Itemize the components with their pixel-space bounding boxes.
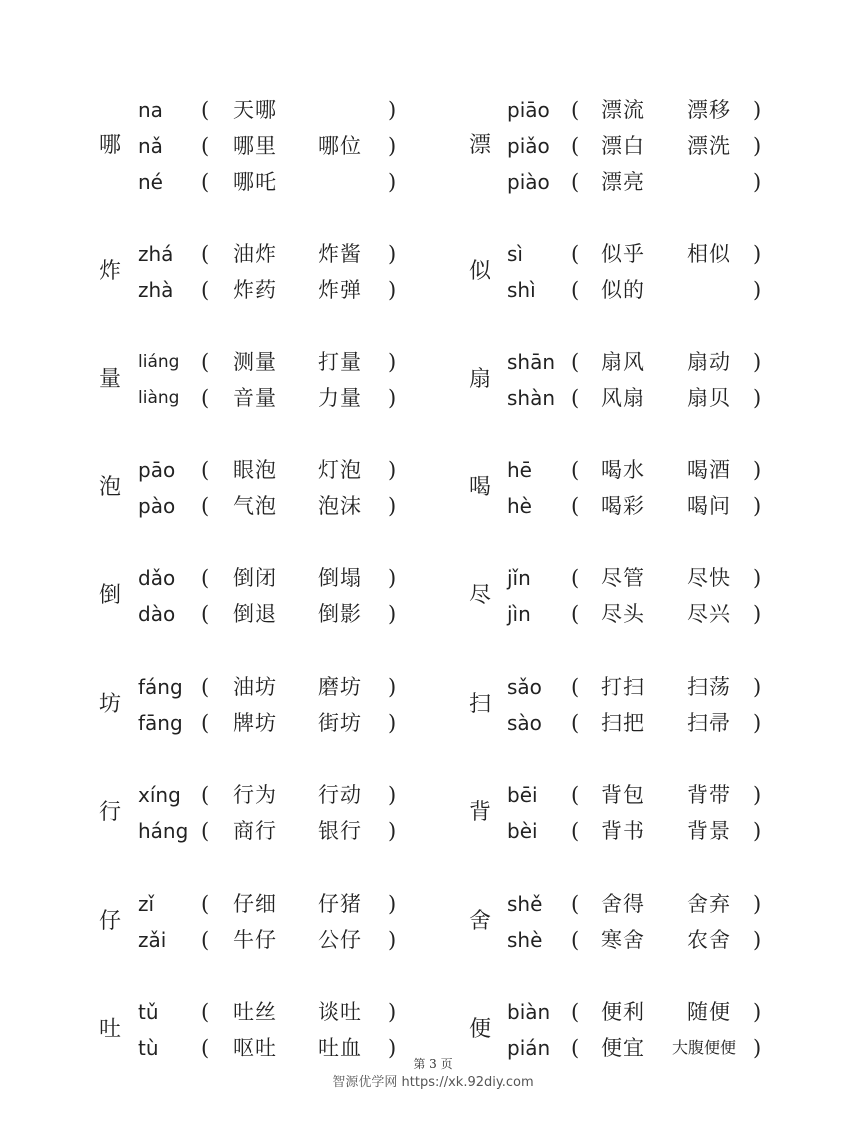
polyphone-group [433,669,866,741]
open-paren: ( [201,458,210,482]
right-column [433,0,866,1060]
example-word: 尽头 [601,602,645,626]
polyphone-group [0,560,433,632]
polyphone-character: 尽 [469,583,492,608]
example-word: 眼泡 [233,458,277,482]
example-word: 大腹便便 [672,1038,737,1057]
example-word: 街坊 [318,711,362,735]
example-word: 行动 [318,783,362,807]
reading-row [433,164,866,200]
open-paren: ( [571,134,580,158]
example-word: 打扫 [601,675,645,699]
example-word: 寒舍 [601,928,645,952]
close-paren: ) [388,892,397,916]
reading-row [0,886,433,922]
example-word: 喝水 [601,458,645,482]
pinyin: sào [507,711,542,735]
close-paren: ) [388,1000,397,1024]
example-word: 尽兴 [687,602,731,626]
open-paren: ( [201,1036,210,1060]
example-word: 漂洗 [687,134,731,158]
open-paren: ( [571,98,580,122]
close-paren: ) [388,566,397,590]
example-word: 气泡 [233,494,277,518]
polyphone-character: 喝 [469,475,492,500]
example-word: 银行 [318,819,362,843]
reading-row [433,236,866,272]
reading-row [433,344,866,380]
open-paren: ( [571,458,580,482]
polyphone-character: 仔 [99,909,122,934]
example-word: 扫帚 [687,711,731,735]
polyphone-character: 炸 [99,259,122,284]
example-word: 炸药 [233,278,277,302]
example-word: 背带 [687,783,731,807]
example-word: 吐丝 [233,1000,277,1024]
example-word: 便利 [601,1000,645,1024]
close-paren: ) [388,602,397,626]
example-word: 舍得 [601,892,645,916]
pinyin: pián [507,1036,551,1060]
close-paren: ) [388,386,397,410]
pinyin: jǐn [507,566,531,590]
pinyin: shān [507,350,556,374]
open-paren: ( [571,819,580,843]
close-paren: ) [753,134,762,158]
close-paren: ) [753,386,762,410]
pinyin: biàn [507,1000,551,1024]
example-word: 喝彩 [601,494,645,518]
open-paren: ( [571,278,580,302]
open-paren: ( [571,242,580,266]
open-paren: ( [571,711,580,735]
example-word: 喝酒 [687,458,731,482]
open-paren: ( [201,711,210,735]
close-paren: ) [388,242,397,266]
pinyin: piāo [507,98,550,122]
example-word: 背景 [687,819,731,843]
reading-row [433,560,866,596]
close-paren: ) [753,170,762,194]
example-word: 力量 [318,386,362,410]
pinyin: xíng [138,783,181,807]
reading-row [0,705,433,741]
reading-row [433,596,866,632]
pinyin: piào [507,170,550,194]
example-word: 漂流 [601,98,645,122]
polyphone-group [0,452,433,524]
pinyin: na [138,98,163,122]
open-paren: ( [201,783,210,807]
pinyin: háng [138,819,189,843]
example-word: 随便 [687,1000,731,1024]
pinyin: fāng [138,711,183,735]
reading-row [433,488,866,524]
reading-row [433,92,866,128]
polyphone-character: 量 [99,367,122,392]
example-word: 尽管 [601,566,645,590]
close-paren: ) [753,711,762,735]
open-paren: ( [571,494,580,518]
close-paren: ) [388,928,397,952]
example-word: 油炸 [233,242,277,266]
pinyin: pāo [138,458,176,482]
open-paren: ( [201,675,210,699]
close-paren: ) [753,278,762,302]
reading-row [0,344,433,380]
example-word: 扫把 [601,711,645,735]
open-paren: ( [571,928,580,952]
pinyin: zhá [138,242,174,266]
pinyin: zǐ [138,892,155,916]
example-word: 扇动 [687,350,731,374]
reading-row [433,380,866,416]
pinyin: zhà [138,278,174,302]
reading-row [0,236,433,272]
example-word: 倒闭 [233,566,277,590]
example-word: 尽快 [687,566,731,590]
open-paren: ( [571,892,580,916]
reading-row [433,922,866,958]
close-paren: ) [753,350,762,374]
example-word: 商行 [233,819,277,843]
pinyin: shè [507,928,543,952]
example-word: 喝问 [687,494,731,518]
reading-row [0,128,433,164]
example-word: 扇贝 [687,386,731,410]
polyphone-group [0,777,433,849]
pinyin: nǎ [138,134,163,158]
example-word: 测量 [233,350,277,374]
open-paren: ( [201,242,210,266]
pinyin: dǎo [138,566,176,590]
pinyin: shě [507,892,543,916]
open-paren: ( [201,170,210,194]
close-paren: ) [753,1036,762,1060]
open-paren: ( [201,134,210,158]
open-paren: ( [571,783,580,807]
example-word: 倒影 [318,602,362,626]
pinyin: liáng [138,352,180,372]
reading-row [0,488,433,524]
page-number: 第 3 页 [413,1057,453,1071]
reading-row [433,886,866,922]
example-word: 舍弃 [687,892,731,916]
pinyin: dào [138,602,176,626]
site-footer: 智源优学网 https://xk.92diy.com [332,1075,534,1090]
example-word: 风扇 [601,386,645,410]
close-paren: ) [388,783,397,807]
pinyin: zǎi [138,928,167,952]
reading-row [433,452,866,488]
reading-row [433,669,866,705]
example-word: 仔猪 [318,892,362,916]
polyphone-group [0,669,433,741]
close-paren: ) [753,494,762,518]
example-word: 哪位 [318,134,362,158]
example-word: 背书 [601,819,645,843]
example-word: 牌坊 [233,711,277,735]
open-paren: ( [571,386,580,410]
polyphone-group [433,92,866,200]
reading-row [0,92,433,128]
reading-row [0,164,433,200]
example-word: 似乎 [601,242,645,266]
close-paren: ) [388,675,397,699]
polyphone-group [433,344,866,416]
close-paren: ) [388,711,397,735]
pinyin: hē [507,458,532,482]
example-word: 音量 [233,386,277,410]
polyphone-group [433,236,866,308]
reading-row [0,272,433,308]
open-paren: ( [571,675,580,699]
example-word: 倒退 [233,602,277,626]
example-word: 谈吐 [318,1000,362,1024]
open-paren: ( [571,1036,580,1060]
polyphone-character: 舍 [469,909,492,934]
open-paren: ( [571,566,580,590]
polyphone-character: 漂 [469,133,492,158]
example-word: 呕吐 [233,1036,277,1060]
open-paren: ( [201,819,210,843]
pinyin: sì [507,242,523,266]
polyphone-character: 便 [469,1017,492,1042]
pinyin: liàng [138,388,180,408]
example-word: 行为 [233,783,277,807]
example-word: 牛仔 [233,928,277,952]
reading-row [433,813,866,849]
pinyin: né [138,170,163,194]
reading-row [0,380,433,416]
example-word: 油坊 [233,675,277,699]
pinyin: shàn [507,386,556,410]
reading-row [433,128,866,164]
reading-row [433,705,866,741]
reading-row [0,777,433,813]
left-column [0,0,433,1060]
close-paren: ) [388,350,397,374]
reading-row [0,669,433,705]
polyphone-character: 行 [99,800,122,825]
open-paren: ( [571,170,580,194]
open-paren: ( [201,386,210,410]
open-paren: ( [201,602,210,626]
open-paren: ( [571,602,580,626]
close-paren: ) [753,928,762,952]
open-paren: ( [201,278,210,302]
pinyin: pào [138,494,176,518]
close-paren: ) [753,1000,762,1024]
polyphone-character: 扇 [469,367,492,392]
example-word: 相似 [687,242,731,266]
polyphone-character: 背 [469,800,492,825]
close-paren: ) [388,494,397,518]
example-word: 吐血 [318,1036,362,1060]
polyphone-group [433,452,866,524]
example-word: 炸酱 [318,242,362,266]
open-paren: ( [571,1000,580,1024]
polyphone-group [433,886,866,958]
close-paren: ) [388,170,397,194]
polyphone-group [0,344,433,416]
open-paren: ( [201,1000,210,1024]
example-word: 倒塌 [318,566,362,590]
example-word: 农舍 [687,928,731,952]
open-paren: ( [201,566,210,590]
close-paren: ) [388,98,397,122]
open-paren: ( [201,98,210,122]
example-word: 便宜 [601,1036,645,1060]
example-word: 背包 [601,783,645,807]
pinyin: bēi [507,783,538,807]
close-paren: ) [388,458,397,482]
close-paren: ) [388,819,397,843]
close-paren: ) [753,892,762,916]
close-paren: ) [753,458,762,482]
pinyin: hè [507,494,532,518]
example-word: 扫荡 [687,675,731,699]
close-paren: ) [753,566,762,590]
polyphone-group [0,92,433,200]
example-word: 漂亮 [601,170,645,194]
polyphone-character: 哪 [99,133,122,158]
open-paren: ( [201,892,210,916]
example-word: 公仔 [318,928,362,952]
close-paren: ) [388,278,397,302]
polyphone-character: 倒 [99,583,122,608]
open-paren: ( [201,350,210,374]
pinyin: piǎo [507,134,550,158]
pinyin: bèi [507,819,538,843]
close-paren: ) [753,602,762,626]
reading-row [0,560,433,596]
example-word: 磨坊 [318,675,362,699]
example-word: 哪里 [233,134,277,158]
close-paren: ) [753,675,762,699]
example-word: 扇风 [601,350,645,374]
pinyin: shì [507,278,536,302]
open-paren: ( [571,350,580,374]
close-paren: ) [388,134,397,158]
polyphone-character: 吐 [99,1017,122,1042]
polyphone-group [433,560,866,632]
polyphone-character: 坊 [99,692,122,717]
reading-row [0,452,433,488]
open-paren: ( [201,494,210,518]
reading-row [433,777,866,813]
reading-row [433,994,866,1030]
example-word: 漂白 [601,134,645,158]
reading-row [433,272,866,308]
pinyin: tù [138,1036,159,1060]
polyphone-character: 泡 [99,475,122,500]
close-paren: ) [753,242,762,266]
pinyin: sǎo [507,675,542,699]
example-word: 泡沫 [318,494,362,518]
example-word: 似的 [601,278,645,302]
reading-row [0,922,433,958]
close-paren: ) [753,783,762,807]
example-word: 哪吒 [233,170,277,194]
pinyin: tǔ [138,1000,159,1024]
close-paren: ) [753,98,762,122]
example-word: 打量 [318,350,362,374]
polyphone-group [0,236,433,308]
open-paren: ( [201,928,210,952]
example-word: 灯泡 [318,458,362,482]
polyphone-character: 似 [469,259,492,284]
pinyin: fáng [138,675,183,699]
reading-row [0,813,433,849]
example-word: 炸弹 [318,278,362,302]
close-paren: ) [388,1036,397,1060]
close-paren: ) [753,819,762,843]
reading-row [0,596,433,632]
polyphone-character: 扫 [469,692,492,717]
example-word: 仔细 [233,892,277,916]
example-word: 漂移 [687,98,731,122]
example-word: 天哪 [233,98,277,122]
reading-row [0,994,433,1030]
polyphone-group [0,886,433,958]
polyphone-group [433,777,866,849]
pinyin: jìn [507,602,531,626]
